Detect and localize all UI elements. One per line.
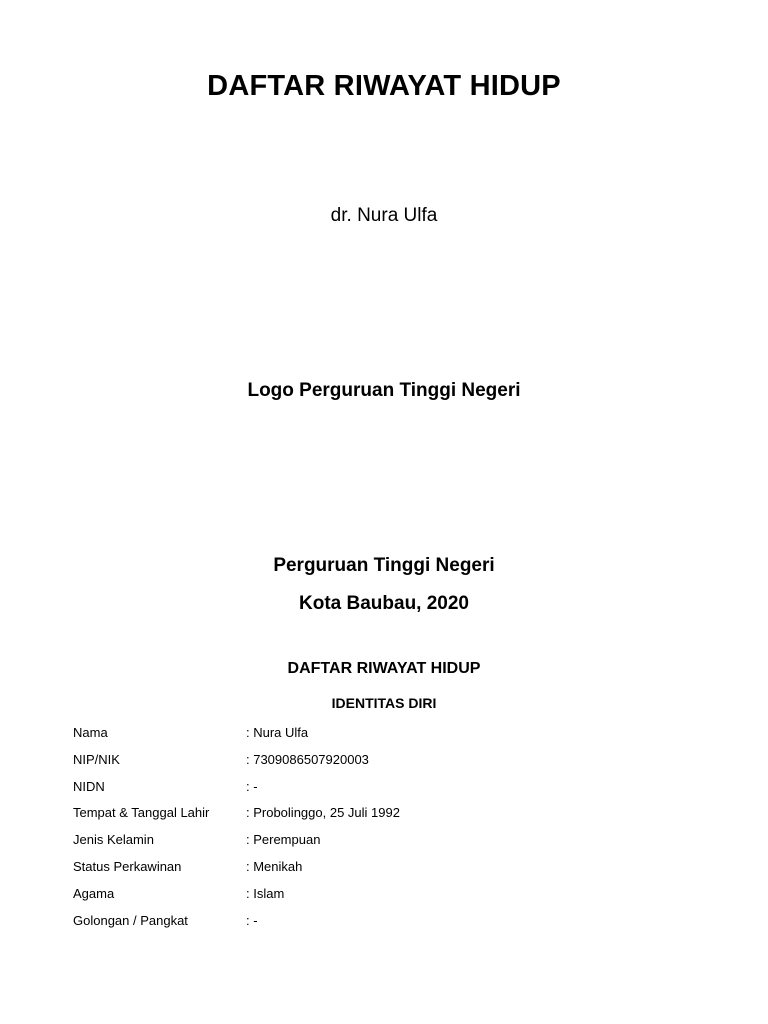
identity-label: Agama <box>73 885 115 901</box>
institution-name: Perguruan Tinggi Negeri <box>273 555 495 576</box>
identity-value: : Nura Ulfa <box>246 725 309 740</box>
identity-value: : 7309086507920003 <box>246 751 369 767</box>
identity-label: Tempat & Tanggal Lahir <box>73 805 210 821</box>
identity-label: NIDN <box>73 778 105 794</box>
person-name: dr. Nura Ulfa <box>330 205 438 226</box>
identity-label: NIP/NIK <box>73 751 120 767</box>
city-year: Kota Baubau, 2020 <box>299 593 469 614</box>
identity-label: Jenis Kelamin <box>73 832 154 848</box>
identity-label: Golongan / Pangkat <box>73 912 188 928</box>
identity-row-nip-nik <box>73 752 633 779</box>
identity-table <box>73 725 633 939</box>
identity-row-name <box>73 725 633 752</box>
identity-value: : Probolinggo, 25 Juli 1992 <box>246 805 400 821</box>
identity-row-marital-status <box>73 859 633 886</box>
identity-row-religion <box>73 886 633 913</box>
identity-row-birth <box>73 805 633 832</box>
identity-value: : Menikah <box>246 858 303 874</box>
section-title: DAFTAR RIWAYAT HIDUP <box>287 660 481 677</box>
identity-value: : Perempuan <box>246 832 321 848</box>
identity-label: Status Perkawinan <box>73 858 182 874</box>
subsection-title: IDENTITAS DIRI <box>331 695 437 711</box>
identity-label: Nama <box>73 725 108 740</box>
identity-value: : - <box>246 778 258 794</box>
identity-value: : Islam <box>246 885 285 901</box>
identity-row-nidn <box>73 779 633 806</box>
identity-row-rank <box>73 913 633 940</box>
logo-placeholder-text: Logo Perguruan Tinggi Negeri <box>247 380 521 401</box>
main-title: DAFTAR RIWAYAT HIDUP <box>207 70 561 102</box>
identity-value: : - <box>246 912 258 928</box>
identity-row-gender <box>73 832 633 859</box>
